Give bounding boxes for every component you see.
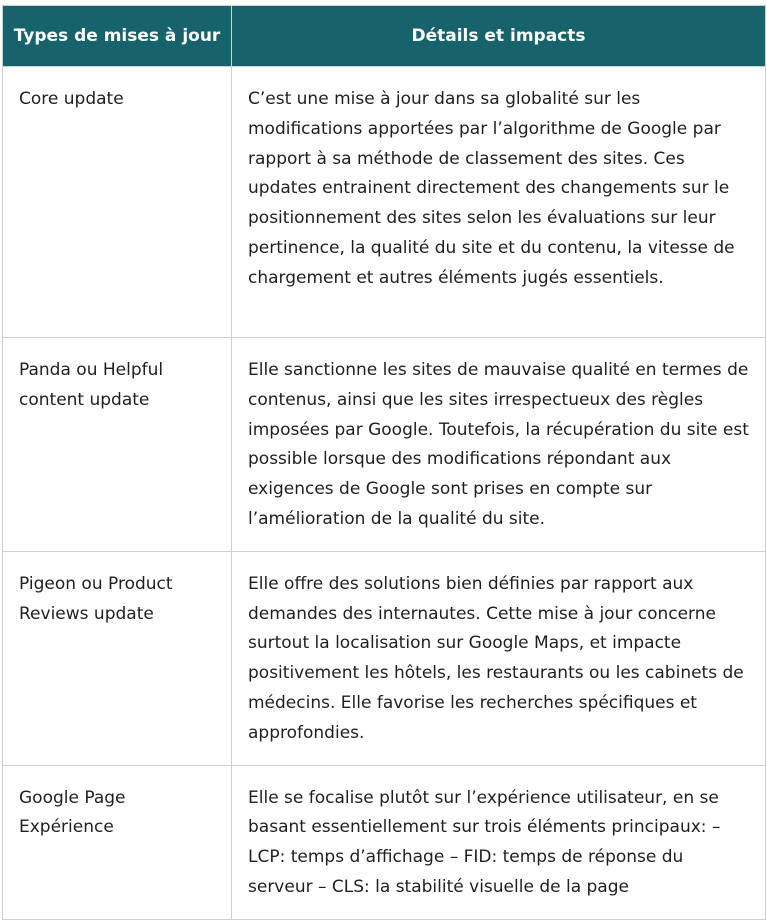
update-type-cell: Panda ou Helpful content update <box>3 338 232 552</box>
update-details-cell: Elle sanctionne les sites de mauvaise qualité en termes de contenus, ainsi que les sites irrespectueux des règles imposées par Google. Toutefois, la récupération du site est possible lorsque des modifications répondant aux exigences de Google sont prises en compte sur l’amélioration de la qualité du site. <box>232 338 766 552</box>
update-type-cell: Core update <box>3 67 232 338</box>
update-details-cell: Elle se focalise plutôt sur l’expérience utilisateur, en se basant essentiellement sur trois éléments principaux: – LCP: temps d’affichage – FID: temps de réponse du serveur – CLS: la stabilité visuelle de la page <box>232 765 766 919</box>
header-details-impacts: Détails et impacts <box>232 6 766 67</box>
update-type-cell: Google Page Expérience <box>3 765 232 919</box>
table-row <box>3 765 766 919</box>
table-body <box>3 67 766 920</box>
header-update-types: Types de mises à jour <box>3 6 232 67</box>
table-row <box>3 551 766 765</box>
google-updates-table <box>2 5 766 920</box>
update-details-cell: C’est une mise à jour dans sa globalité sur les modifications apportées par l’algorithme de Google par rapport à sa méthode de classement des sites. Ces updates entrainent directement des changements sur le positionnement des sites selon les évaluations sur leur pertinence, la qualité du site et du contenu, la vitesse de chargement et autres éléments jugés essentiels. <box>232 67 766 338</box>
google-updates-table-wrapper <box>2 5 765 920</box>
table-header <box>3 6 766 67</box>
update-type-cell: Pigeon ou Product Reviews update <box>3 551 232 765</box>
table-row <box>3 67 766 338</box>
header-row <box>3 6 766 67</box>
update-details-cell: Elle offre des solutions bien définies par rapport aux demandes des internautes. Cette mise à jour concerne surtout la localisation sur Google Maps, et impacte positivement les hôtels, les restaurants ou les cabinets de médecins. Elle favorise les recherches spécifiques et approfondies. <box>232 551 766 765</box>
table-row <box>3 338 766 552</box>
